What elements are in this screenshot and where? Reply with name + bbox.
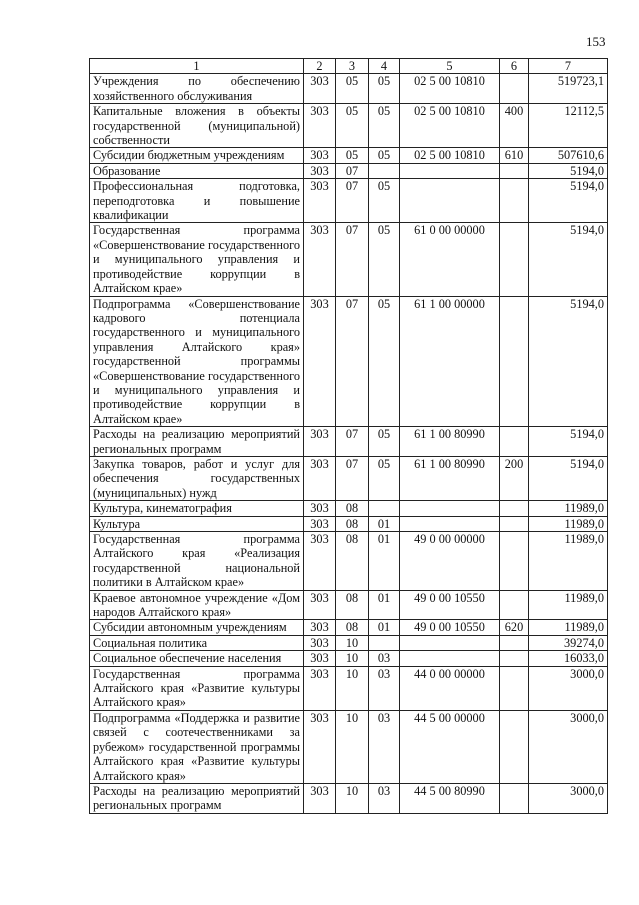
row-target-item-cell	[400, 163, 500, 178]
row-target-item-cell	[400, 179, 500, 223]
row-amount-cell: 11989,0	[529, 590, 608, 620]
row-expense-type-cell: 610	[500, 148, 529, 163]
row-amount-cell: 5194,0	[529, 456, 608, 500]
row-amount-cell: 5194,0	[529, 163, 608, 178]
row-name-cell: Государственная программа Алтайского края «Реализация государственной национальной политики в Алтайском крае»	[90, 532, 304, 591]
row-expense-type-cell	[500, 651, 529, 666]
row-amount-cell: 5194,0	[529, 223, 608, 296]
row-subsection-cell: 05	[369, 223, 400, 296]
row-name-cell: Культура	[90, 516, 304, 531]
row-name-cell: Учреждения по обеспечению хозяйственного обслуживания	[90, 74, 304, 104]
row-target-item-cell: 44 5 00 00000	[400, 710, 500, 783]
table-row	[90, 666, 608, 710]
row-code-cell: 303	[304, 427, 336, 457]
row-code-cell: 303	[304, 635, 336, 650]
budget-table	[89, 58, 608, 814]
row-subsection-cell: 05	[369, 104, 400, 148]
row-expense-type-cell	[500, 710, 529, 783]
row-section-cell: 10	[336, 651, 369, 666]
row-section-cell: 05	[336, 74, 369, 104]
row-section-cell: 07	[336, 163, 369, 178]
row-name-cell: Краевое автономное учреждение «Дом народов Алтайского края»	[90, 590, 304, 620]
row-target-item-cell: 61 1 00 80990	[400, 427, 500, 457]
row-expense-type-cell	[500, 296, 529, 427]
row-section-cell: 07	[336, 296, 369, 427]
header-cell: 1	[90, 59, 304, 74]
row-subsection-cell	[369, 635, 400, 650]
table-row	[90, 74, 608, 104]
row-subsection-cell: 03	[369, 651, 400, 666]
row-name-cell: Подпрограмма «Совершенствование кадрового потенциала государственного и муниципального управления Алтайского края» государственной программы «Совершенствование государственного и муниципального управления и противодействие коррупции в Алтайском крае»	[90, 296, 304, 427]
header-cell: 6	[500, 59, 529, 74]
row-expense-type-cell	[500, 516, 529, 531]
row-name-cell: Социальная политика	[90, 635, 304, 650]
table-row	[90, 163, 608, 178]
row-name-cell: Субсидии автономным учреждениям	[90, 620, 304, 635]
row-target-item-cell: 49 0 00 10550	[400, 620, 500, 635]
row-name-cell: Профессиональная подготовка, переподготовка и повышение квалификации	[90, 179, 304, 223]
row-amount-cell: 3000,0	[529, 666, 608, 710]
row-code-cell: 303	[304, 783, 336, 813]
row-target-item-cell	[400, 651, 500, 666]
row-code-cell: 303	[304, 179, 336, 223]
row-subsection-cell: 05	[369, 296, 400, 427]
row-target-item-cell: 49 0 00 10550	[400, 590, 500, 620]
row-target-item-cell	[400, 501, 500, 516]
row-amount-cell: 16033,0	[529, 651, 608, 666]
row-section-cell: 10	[336, 635, 369, 650]
row-expense-type-cell	[500, 427, 529, 457]
row-expense-type-cell	[500, 783, 529, 813]
row-section-cell: 05	[336, 104, 369, 148]
row-name-cell: Культура, кинематография	[90, 501, 304, 516]
row-amount-cell: 3000,0	[529, 710, 608, 783]
row-name-cell: Образование	[90, 163, 304, 178]
row-section-cell: 08	[336, 516, 369, 531]
row-amount-cell: 519723,1	[529, 74, 608, 104]
header-cell: 4	[369, 59, 400, 74]
row-target-item-cell: 44 0 00 00000	[400, 666, 500, 710]
table-row	[90, 148, 608, 163]
row-amount-cell: 5194,0	[529, 296, 608, 427]
table-header-row	[90, 59, 608, 74]
row-subsection-cell: 01	[369, 620, 400, 635]
row-subsection-cell: 01	[369, 516, 400, 531]
row-section-cell: 07	[336, 179, 369, 223]
row-section-cell: 07	[336, 427, 369, 457]
table-row	[90, 179, 608, 223]
table-row	[90, 223, 608, 296]
row-code-cell: 303	[304, 710, 336, 783]
row-section-cell: 05	[336, 148, 369, 163]
row-target-item-cell: 61 1 00 00000	[400, 296, 500, 427]
row-subsection-cell: 03	[369, 710, 400, 783]
row-code-cell: 303	[304, 666, 336, 710]
row-code-cell: 303	[304, 516, 336, 531]
row-code-cell: 303	[304, 296, 336, 427]
row-subsection-cell	[369, 501, 400, 516]
row-target-item-cell: 49 0 00 00000	[400, 532, 500, 591]
row-amount-cell: 5194,0	[529, 427, 608, 457]
row-name-cell: Государственная программа Алтайского края «Развитие культуры Алтайского края»	[90, 666, 304, 710]
row-code-cell: 303	[304, 501, 336, 516]
row-target-item-cell: 61 0 00 00000	[400, 223, 500, 296]
row-name-cell: Социальное обеспечение населения	[90, 651, 304, 666]
row-amount-cell: 11989,0	[529, 516, 608, 531]
row-code-cell: 303	[304, 532, 336, 591]
row-expense-type-cell	[500, 501, 529, 516]
row-target-item-cell: 02 5 00 10810	[400, 74, 500, 104]
row-code-cell: 303	[304, 590, 336, 620]
row-target-item-cell: 44 5 00 80990	[400, 783, 500, 813]
row-name-cell: Государственная программа «Совершенствование государственного и муниципального управления и противодействие коррупции в Алтайском крае»	[90, 223, 304, 296]
header-cell: 7	[529, 59, 608, 74]
row-expense-type-cell: 620	[500, 620, 529, 635]
header-cell: 2	[304, 59, 336, 74]
row-section-cell: 08	[336, 620, 369, 635]
table-row	[90, 710, 608, 783]
row-expense-type-cell	[500, 163, 529, 178]
row-name-cell: Закупка товаров, работ и услуг для обеспечения государственных (муниципальных) нужд	[90, 456, 304, 500]
table-row	[90, 501, 608, 516]
row-subsection-cell: 05	[369, 456, 400, 500]
header-cell: 3	[336, 59, 369, 74]
page-number: 153	[586, 34, 606, 49]
row-subsection-cell: 05	[369, 74, 400, 104]
row-target-item-cell: 02 5 00 10810	[400, 104, 500, 148]
table-row	[90, 635, 608, 650]
row-section-cell: 08	[336, 590, 369, 620]
row-section-cell: 07	[336, 223, 369, 296]
row-subsection-cell: 05	[369, 179, 400, 223]
row-code-cell: 303	[304, 620, 336, 635]
row-name-cell: Капитальные вложения в объекты государственной (муниципальной) собственности	[90, 104, 304, 148]
header-cell: 5	[400, 59, 500, 74]
row-target-item-cell: 61 1 00 80990	[400, 456, 500, 500]
row-expense-type-cell	[500, 635, 529, 650]
row-subsection-cell	[369, 163, 400, 178]
row-expense-type-cell: 200	[500, 456, 529, 500]
row-amount-cell: 11989,0	[529, 501, 608, 516]
row-code-cell: 303	[304, 163, 336, 178]
table-row	[90, 783, 608, 813]
table-row	[90, 296, 608, 427]
row-code-cell: 303	[304, 148, 336, 163]
table-row	[90, 516, 608, 531]
row-section-cell: 10	[336, 710, 369, 783]
row-name-cell: Подпрограмма «Поддержка и развитие связей с соотечественниками за рубежом» государственной программы Алтайского края «Развитие культуры Алтайского края»	[90, 710, 304, 783]
row-amount-cell: 507610,6	[529, 148, 608, 163]
row-amount-cell: 5194,0	[529, 179, 608, 223]
row-name-cell: Субсидии бюджетным учреждениям	[90, 148, 304, 163]
row-amount-cell: 11989,0	[529, 620, 608, 635]
table-row	[90, 651, 608, 666]
row-amount-cell: 3000,0	[529, 783, 608, 813]
row-subsection-cell: 03	[369, 666, 400, 710]
row-section-cell: 08	[336, 532, 369, 591]
row-expense-type-cell	[500, 590, 529, 620]
row-expense-type-cell	[500, 666, 529, 710]
table-row	[90, 590, 608, 620]
row-name-cell: Расходы на реализацию мероприятий региональных программ	[90, 783, 304, 813]
row-section-cell: 10	[336, 666, 369, 710]
row-code-cell: 303	[304, 651, 336, 666]
row-section-cell: 10	[336, 783, 369, 813]
row-subsection-cell: 05	[369, 427, 400, 457]
row-expense-type-cell	[500, 179, 529, 223]
row-expense-type-cell	[500, 223, 529, 296]
table-row	[90, 427, 608, 457]
row-amount-cell: 12112,5	[529, 104, 608, 148]
row-amount-cell: 11989,0	[529, 532, 608, 591]
row-target-item-cell	[400, 635, 500, 650]
table-row	[90, 104, 608, 148]
row-target-item-cell: 02 5 00 10810	[400, 148, 500, 163]
row-subsection-cell: 01	[369, 532, 400, 591]
row-subsection-cell: 01	[369, 590, 400, 620]
row-code-cell: 303	[304, 223, 336, 296]
table-row	[90, 532, 608, 591]
table-row	[90, 456, 608, 500]
row-code-cell: 303	[304, 74, 336, 104]
row-section-cell: 08	[336, 501, 369, 516]
row-target-item-cell	[400, 516, 500, 531]
row-subsection-cell: 03	[369, 783, 400, 813]
row-code-cell: 303	[304, 456, 336, 500]
row-expense-type-cell	[500, 74, 529, 104]
row-amount-cell: 39274,0	[529, 635, 608, 650]
row-section-cell: 07	[336, 456, 369, 500]
row-expense-type-cell: 400	[500, 104, 529, 148]
row-name-cell: Расходы на реализацию мероприятий региональных программ	[90, 427, 304, 457]
row-subsection-cell: 05	[369, 148, 400, 163]
table-row	[90, 620, 608, 635]
row-code-cell: 303	[304, 104, 336, 148]
row-expense-type-cell	[500, 532, 529, 591]
